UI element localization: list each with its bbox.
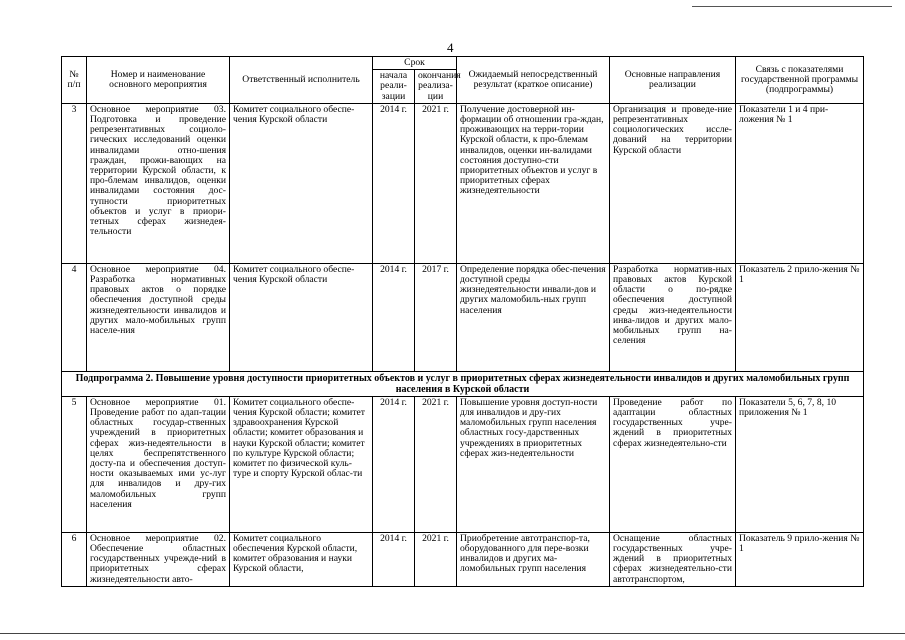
table-row <box>62 396 864 532</box>
row-executor: Комитет социального обеспечения Курской области, комитет образования и науки Курской области, <box>230 532 373 586</box>
row-start: 2014 г. <box>373 103 415 263</box>
header-term: Срок <box>373 57 457 70</box>
row-link: Показатель 9 прило-жения № 1 <box>736 532 864 586</box>
row-start: 2014 г. <box>373 263 415 371</box>
subprogram-title: Подпрограмма 2. Повышение уровня доступности приоритетных объектов и услуг в приоритетных сферах жизнедеятельности инвалидов и других маломобильных групп населения в Курской области <box>62 371 864 396</box>
row-link: Показатели 5, 6, 7, 8, 10 приложения № 1 <box>736 396 864 532</box>
row-directions: Оснащение областных государственных учре-ждений в приоритетных сферах жизнедеятельно-сти автотранспортом, <box>610 532 736 586</box>
row-num: 5 <box>62 396 87 532</box>
row-name: Основное мероприятие 01. Проведение работ по адап-тации областных государ-ственных учреждений в приоритетных сферах жиз-недеятельности в целях беспрепятственного досту-па и обеспечения доступ-ности оказываемых ими ус-луг для инвалидов и дру-гих маломобильных групп населения <box>87 396 230 532</box>
header-num: № п/п <box>62 57 87 104</box>
row-result: Повышение уровня доступ-ности для инвалидов и дру-гих маломобильных групп населения областных госу-дарственных учреждениях в приоритетных сферах жиз-недеятельности <box>457 396 610 532</box>
row-directions: Организация и проведе-ние репрезентативных социологических иссле-дований на территории Курской области <box>610 103 736 263</box>
row-num: 3 <box>62 103 87 263</box>
row-result: Получение достоверной ин-формации об отношении гра-ждан, проживающих на терри-тории Курской области, к про-блемам инвалидов, оценки ин-валидами состояния доступно-сти приоритетных объектов и услуг в приоритетных сферах жизнедеятельности <box>457 103 610 263</box>
row-result: Приобретение автотранспор-та, оборудованного для пере-возки инвалидов и других ма-ломобильных групп населения <box>457 532 610 586</box>
row-name: Основное мероприятие 04. Разработка нормативных правовых актов о порядке обеспечения доступной среды жизнедеятельности инвалидов и других мало-мобильных групп населе-ния <box>87 263 230 371</box>
row-executor: Комитет социального обеспе-чения Курской области <box>230 103 373 263</box>
row-end: 2017 г. <box>415 263 457 371</box>
header-start: начала реали-зации <box>373 70 415 104</box>
page-number: 4 <box>447 40 454 55</box>
header-directions: Основные направления реализации <box>610 57 736 104</box>
header-link: Связь с показателями государственной программы (подпрограммы) <box>736 57 864 104</box>
row-executor: Комитет социального обеспе-чения Курской области <box>230 263 373 371</box>
row-num: 4 <box>62 263 87 371</box>
row-link: Показатель 2 прило-жения № 1 <box>736 263 864 371</box>
row-directions: Разработка норматив-ных правовых актов Курской области о по-рядке обеспечения доступной среды жиз-недеятельности инва-лидов и других мало-мобильных групп на-селения <box>610 263 736 371</box>
row-directions: Проведение работ по адаптации областных государственных учре-ждений в приоритетных сферах жизнедеятельно-сти <box>610 396 736 532</box>
table-row <box>62 263 864 371</box>
header-executor: Ответственный исполнитель <box>230 57 373 104</box>
row-link: Показатели 1 и 4 при-ложения № 1 <box>736 103 864 263</box>
subprogram-row <box>62 371 864 396</box>
header-rule <box>692 6 892 7</box>
scan-edge-line <box>0 633 905 634</box>
row-start: 2014 г. <box>373 396 415 532</box>
header-result: Ожидаемый непосредственный результат (краткое описание) <box>457 57 610 104</box>
row-end: 2021 г. <box>415 103 457 263</box>
row-start: 2014 г. <box>373 532 415 586</box>
row-name: Основное мероприятие 02. Обеспечение областных государственных учрежде-ний в приоритетных сферах жизнедеятельности авто- <box>87 532 230 586</box>
measures-table <box>61 56 864 587</box>
table-row <box>62 532 864 586</box>
row-end: 2021 г. <box>415 396 457 532</box>
table-header-row <box>62 57 864 70</box>
row-end: 2021 г. <box>415 532 457 586</box>
row-name: Основное мероприятие 03. Подготовка и проведение репрезентативных социоло-гических исследований оценки инвалидами отно-шения граждан, прожи-вающих на территории Курской области, к про-блемам инвалидов, оценки инвалидами состояния дос-тупности приоритетных объектов и услуг в приори-тетных сферах жизнедея-тельности <box>87 103 230 263</box>
header-name: Номер и наименование основного мероприятия <box>87 57 230 104</box>
row-num: 6 <box>62 532 87 586</box>
header-end: окончания реализа-ции <box>415 70 457 104</box>
row-executor: Комитет социального обеспе-чения Курской области; комитет здравоохранения Курской области; комитет образования и науки Курской области; комитет по культуре Курской области; комитет по физической куль-туре и спорту Курской облас-ти <box>230 396 373 532</box>
row-result: Определение порядка обес-печения доступной среды жизнедеятельности инвали-дов и других маломобиль-ных групп населения <box>457 263 610 371</box>
table-row <box>62 103 864 263</box>
